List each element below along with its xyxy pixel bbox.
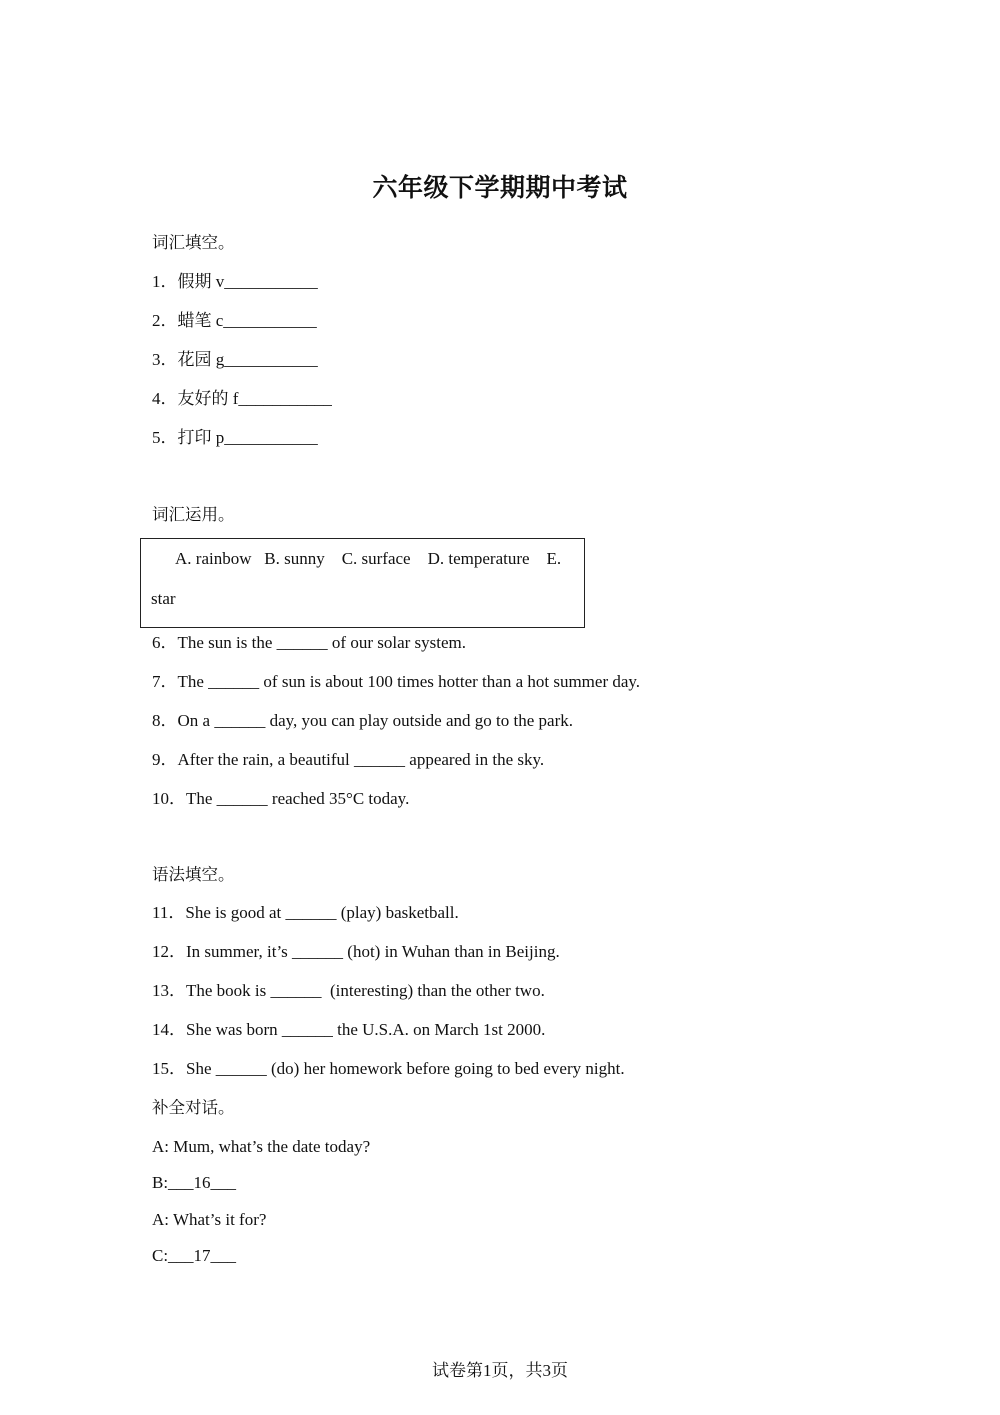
section-heading-grammar-fill: 语法填空。 xyxy=(152,865,235,884)
word-bank-line-1: A. rainbow B. sunny C. surface D. temperature E. xyxy=(175,549,562,568)
dialogue-line-3: A: What’s it for? xyxy=(152,1210,267,1229)
word-bank-line-2: star xyxy=(151,589,176,608)
question-12: 12．In summer, it’s ______ (hot) in Wuhan than in Beijing. xyxy=(152,942,560,961)
question-9: 9．After the rain, a beautiful ______ appeared in the sky. xyxy=(152,750,545,769)
dialogue-line-2: B:___16___ xyxy=(152,1173,237,1192)
question-13: 13．The book is ______ (interesting) than the other two. xyxy=(152,981,545,1000)
section-heading-vocab-fill: 词汇填空。 xyxy=(152,233,235,252)
question-15: 15．She ______ (do) her homework before going to bed every night. xyxy=(152,1059,625,1078)
question-14: 14．She was born ______ the U.S.A. on March 1st 2000. xyxy=(152,1020,546,1039)
page-footer: 试卷第1页，共3页 xyxy=(432,1361,568,1380)
word-bank-box xyxy=(140,538,585,628)
page-title: 六年级下学期期中考试 xyxy=(372,173,628,202)
section-heading-dialogue: 补全对话。 xyxy=(152,1098,235,1117)
question-4: 4．友好的 f___________ xyxy=(152,389,332,408)
dialogue-line-4: C:___17___ xyxy=(152,1246,237,1265)
question-5: 5．打印 p___________ xyxy=(152,428,318,447)
dialogue-line-1: A: Mum, what’s the date today? xyxy=(152,1137,371,1156)
section-heading-vocab-use: 词汇运用。 xyxy=(152,505,235,524)
question-10: 10．The ______ reached 35°C today. xyxy=(152,789,410,808)
question-2: 2．蜡笔 c___________ xyxy=(152,311,317,330)
question-11: 11．She is good at ______ (play) basketball. xyxy=(152,903,459,922)
question-3: 3．花园 g___________ xyxy=(152,350,318,369)
question-1: 1．假期 v___________ xyxy=(152,272,318,291)
question-6: 6．The sun is the ______ of our solar system. xyxy=(152,633,466,652)
question-7: 7．The ______ of sun is about 100 times hotter than a hot summer day. xyxy=(152,672,641,691)
question-8: 8．On a ______ day, you can play outside and go to the park. xyxy=(152,711,573,730)
